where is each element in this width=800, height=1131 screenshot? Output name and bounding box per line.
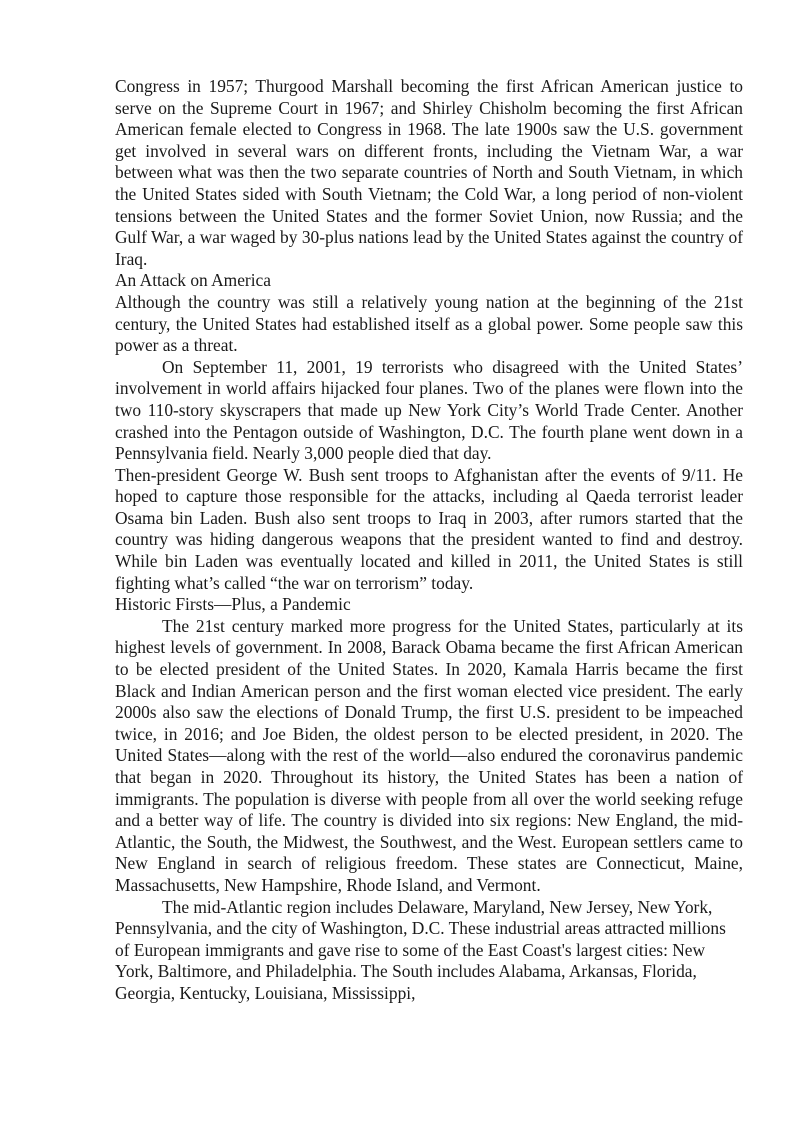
paragraph-september-11: On September 11, 2001, 19 terrorists who disagreed with the United States’ involvement in world affairs hijacked four planes. Two of the planes were flown into the two 110-story skyscrapers that made up New York City’s World Trade Center. Another crashed into the Pentagon outside of Washington, D.C. The fourth plane went down in a Pennsylvania field. Nearly 3,000 people died that day. bbox=[115, 356, 743, 464]
paragraph-global-power: Although the country was still a relatively young nation at the beginning of the 21st century, the United States had established itself as a global power. Some people saw this power as a threat. bbox=[115, 291, 743, 356]
paragraph-21st-century-progress: The 21st century marked more progress for the United States, particularly at its highest levels of government. In 2008, Barack Obama became the first African American to be elected president of the United States. In 2020, Kamala Harris became the first Black and Indian American person and the first woman elected vice president. The early 2000s also saw the elections of Donald Trump, the first U.S. president to be impeached twice, in 2016; and Joe Biden, the oldest person to be elected president, in 2020. The United States—along with the rest of the world—also endured the coronavirus pandemic that began in 2020. Throughout its history, the United States has been a nation of immigrants. The population is diverse with people from all over the world seeking refuge and a better way of life. The country is divided into six regions: New England, the mid-Atlantic, the South, the Midwest, the Southwest, and the West. European settlers came to New England in search of religious freedom. These states are Connecticut, Maine, Massachusetts, New Hampshire, Rhode Island, and Vermont. bbox=[115, 615, 743, 895]
paragraph-mid-atlantic-region: The mid-Atlantic region includes Delaware, Maryland, New Jersey, New York, Pennsylvania, and the city of Washington, D.C. These industrial areas attracted millions of European immigrants and gave rise to some of the East Coast's largest cities: New York, Baltimore, and Philadelphia. The South includes Alabama, Arkansas, Florida, Georgia, Kentucky, Louisiana, Mississippi, bbox=[115, 896, 726, 1003]
section-heading-historic-firsts: Historic Firsts—Plus, a Pandemic bbox=[115, 594, 351, 615]
section-heading-attack-on-america: An Attack on America bbox=[115, 270, 271, 291]
paragraph-civil-rights-wars: Congress in 1957; Thurgood Marshall becoming the first African American justice to serve on the Supreme Court in 1967; and Shirley Chisholm becoming the first African American female elected to Congress in 1968. The late 1900s saw the U.S. government get involved in several wars on different fronts, including the Vietnam War, a war between what was then the two separate countries of North and South Vietnam, in which the United States sided with South Vietnam; the Cold War, a long period of non-violent tensions between the United States and the former Soviet Union, now Russia; and the Gulf War, a war waged by 30-plus nations lead by the United States against the country of Iraq. bbox=[115, 76, 743, 269]
paragraph-war-on-terrorism: Then-president George W. Bush sent troops to Afghanistan after the events of 9/11. He hoped to capture those responsible for the attacks, including al Qaeda terrorist leader Osama bin Laden. Bush also sent troops to Iraq in 2003, after rumors started that the country was hiding dangerous weapons that the president wanted to find and destroy. While bin Laden was eventually located and killed in 2011, the United States is still fighting what’s called “the war on terrorism” today. bbox=[115, 464, 743, 593]
document-page bbox=[115, 76, 743, 1005]
